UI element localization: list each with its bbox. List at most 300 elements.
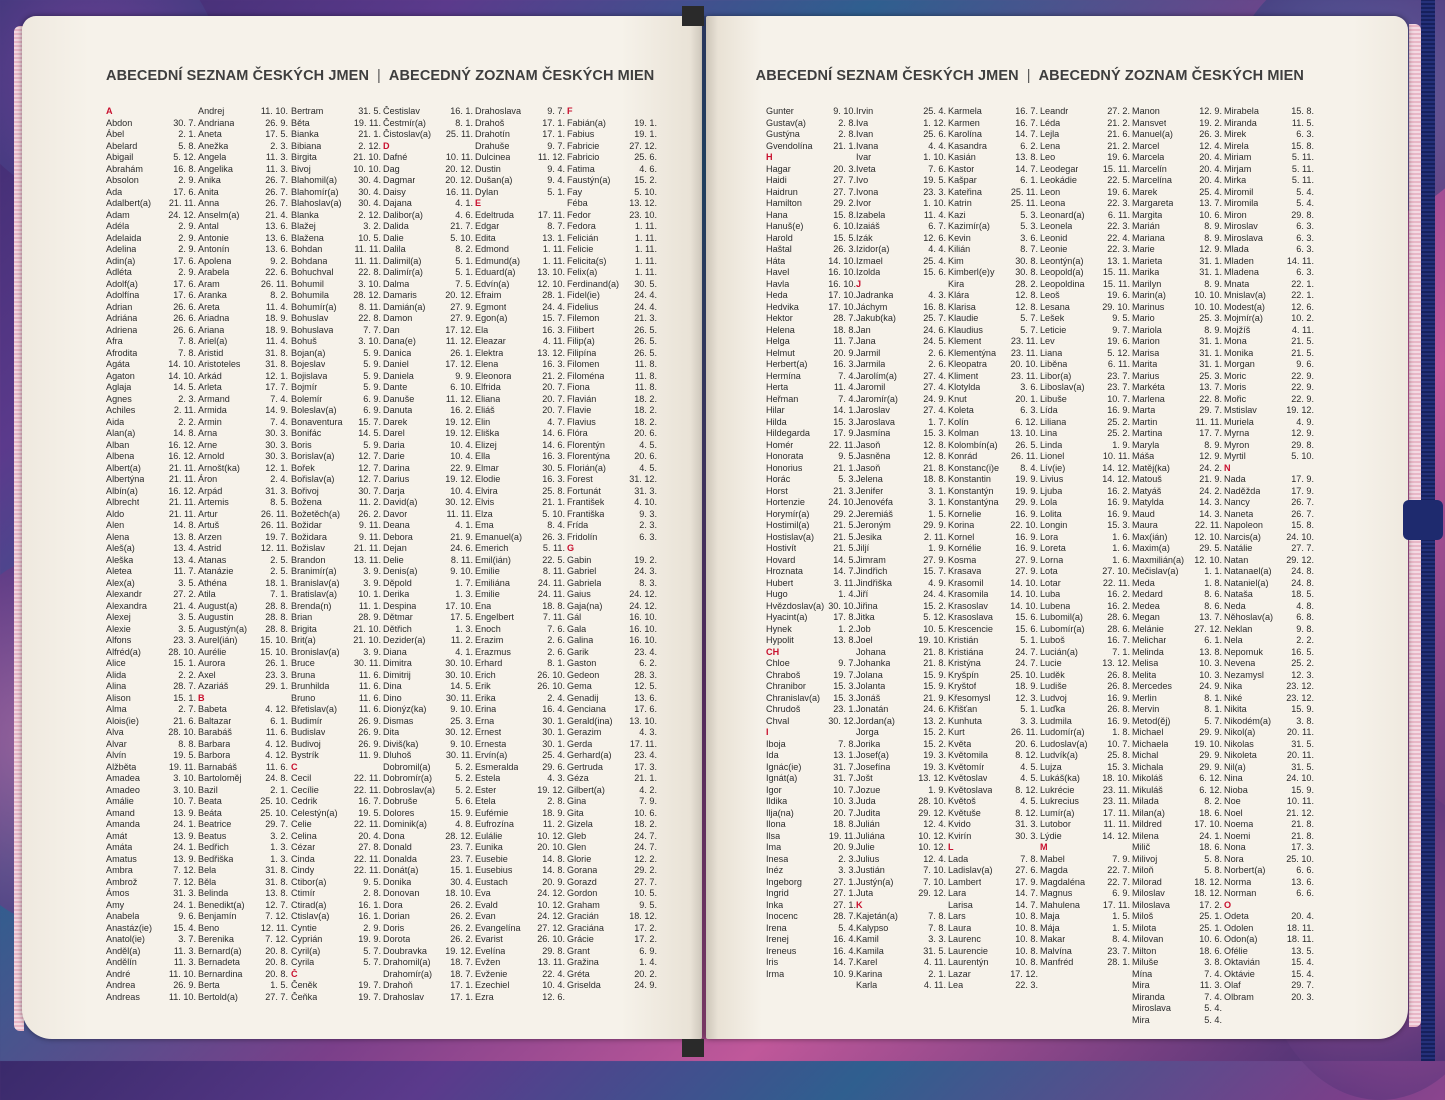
name: Amát — [106, 830, 128, 841]
name: Fiona — [567, 382, 590, 392]
name-day-date: 9. 10. — [450, 738, 473, 749]
name: Bianka — [291, 129, 319, 139]
name: Klaudie — [948, 313, 979, 323]
name-entry — [291, 957, 381, 969]
name: Derika — [383, 589, 410, 599]
name: Milan(a) — [1132, 807, 1165, 818]
name-day-date: 20. 9. — [833, 842, 856, 852]
name-entry — [766, 509, 856, 521]
name: Augustin — [198, 612, 234, 622]
name-entry — [198, 509, 288, 521]
name-entry — [856, 474, 946, 486]
name: Leopold(a) — [1040, 267, 1084, 277]
name: Áron — [198, 474, 218, 484]
name-entry — [856, 325, 946, 337]
name-day-date: 1. 5. — [928, 508, 946, 519]
name: Hroznata — [766, 566, 803, 576]
name: Nil(a) — [1224, 761, 1246, 772]
name-entry — [383, 670, 473, 682]
name-day-date: 24. 12. — [629, 589, 657, 599]
name-day-date: 14. 6. — [542, 428, 565, 438]
name: Leonid — [1040, 232, 1068, 243]
name-day-date: 27. 6. — [1015, 865, 1038, 875]
name-day-date: 3. 6. — [1020, 232, 1038, 243]
name-entry — [475, 187, 565, 199]
name: Hamilton — [766, 198, 802, 208]
name-entry — [475, 911, 565, 923]
name: Krasava — [948, 566, 982, 576]
name-day-date: 17. 12. — [445, 359, 473, 369]
name-entry — [291, 325, 381, 337]
name-entry — [475, 854, 565, 866]
name: Ferdinand(a) — [567, 278, 620, 289]
name-day-date: 27. 12. — [537, 922, 565, 933]
name: Ignát(a) — [766, 773, 798, 783]
name: Darie — [383, 451, 405, 461]
name-entry — [766, 175, 856, 187]
name-entry — [1132, 325, 1222, 337]
name-entry — [1132, 601, 1222, 613]
name-entry — [1040, 210, 1130, 222]
name: Květomila — [948, 750, 988, 760]
name: Magdaléna — [1040, 876, 1085, 887]
name-entry — [383, 589, 473, 601]
name: Dana(e) — [383, 336, 416, 346]
name-entry — [948, 244, 1038, 256]
name-day-date: 8. 9. — [1204, 221, 1222, 231]
name-day-date: 19. 10. — [918, 635, 946, 645]
name-day-date: 9. 7. — [547, 106, 565, 116]
name: Izaiáš — [856, 221, 880, 231]
name-day-date: 13. 6. — [265, 244, 288, 254]
name-entry — [475, 877, 565, 889]
name: Delie — [383, 554, 404, 565]
name: Aristid — [198, 347, 224, 358]
name-entry — [475, 624, 565, 636]
name-entry — [1132, 566, 1222, 578]
name: Miromila — [1224, 198, 1259, 208]
name: Lambert — [948, 876, 982, 887]
name-day-date: 23. 11. — [1102, 796, 1130, 806]
name-day-date: 6. 6. — [1296, 865, 1314, 875]
name: Alida — [106, 669, 127, 680]
name: Mojmír(a) — [1224, 313, 1263, 323]
name: Larisa — [948, 899, 973, 910]
name-entry — [567, 911, 657, 923]
name: Eufrozína — [475, 819, 514, 829]
name-day-date: 17. 6. — [173, 278, 196, 289]
name: Jordan(a) — [856, 715, 895, 726]
name: Celestýn(a) — [291, 807, 338, 818]
name: Abelard — [106, 140, 138, 151]
name-day-date: 29. 12. — [1286, 554, 1314, 565]
name-day-date: 26. 9. — [358, 738, 381, 749]
name: Juda — [856, 796, 876, 806]
name: Krescencie — [948, 623, 993, 634]
name: Gerda — [567, 738, 593, 749]
name-entry — [567, 405, 657, 417]
name-entry — [383, 934, 473, 946]
name-day-date: 27. 9. — [450, 313, 473, 323]
name: Izmael — [856, 255, 883, 266]
name-column — [383, 106, 473, 1003]
name: Emerich — [475, 543, 509, 553]
name-day-date: 24. 6. — [923, 324, 946, 335]
name: Aleš(a) — [106, 543, 135, 553]
name-column — [106, 106, 196, 1003]
name-day-date: 16. 10. — [629, 612, 657, 622]
name-entry — [1040, 693, 1130, 705]
name: Lazar — [948, 968, 971, 979]
name-entry — [856, 911, 946, 923]
name-entry — [383, 325, 473, 337]
name-entry — [1040, 808, 1130, 820]
name-day-date: 1. 8. — [1112, 727, 1130, 737]
name: Egon(a) — [475, 313, 508, 323]
name: Miriam — [1224, 152, 1252, 162]
name: Liana — [1040, 347, 1063, 358]
name: Abrahám — [106, 163, 143, 174]
name: Gál — [567, 612, 582, 622]
name-entry — [291, 256, 381, 268]
name: Norma — [1224, 876, 1252, 887]
name-day-date: 19. 11. — [353, 117, 381, 128]
name-entry — [567, 233, 657, 245]
name-day-date: 27. 4. — [923, 382, 946, 392]
name: Ima — [766, 842, 782, 852]
name: Inka — [766, 899, 784, 910]
name-entry — [198, 325, 288, 337]
name: Krasoslav — [948, 600, 988, 611]
name: Ema — [475, 520, 494, 530]
name: Belinda — [198, 888, 229, 898]
name: Olbram — [1224, 991, 1254, 1002]
name: Eustach — [475, 876, 508, 887]
name-day-date: 30. 10. — [828, 600, 856, 611]
letter: B — [198, 692, 205, 703]
name-day-date: 18. 9. — [542, 807, 565, 818]
name-entry — [948, 693, 1038, 705]
name-day-date: 20. 7. — [542, 405, 565, 415]
name-day-date: 28. 3. — [634, 669, 657, 680]
name: Leoš — [1040, 290, 1060, 300]
name: Marilyn — [1132, 278, 1162, 289]
name-day-date: 7. 7. — [363, 324, 381, 335]
name-entry — [106, 210, 196, 222]
name-entry — [383, 509, 473, 521]
name-day-date — [944, 900, 946, 912]
name-entry — [383, 451, 473, 463]
name-entry — [106, 198, 196, 210]
name: Ambrož — [106, 876, 138, 887]
name: Dalimír(a) — [383, 267, 423, 277]
bookmark-ribbon-bottom[interactable] — [682, 1039, 704, 1057]
name: Alexie — [106, 623, 131, 634]
name-entry — [948, 348, 1038, 360]
name: Oktávie — [1224, 968, 1255, 979]
name-day-date: 22. 9. — [1291, 382, 1314, 392]
name: Jarmila — [856, 359, 886, 369]
name-entry — [766, 658, 856, 670]
name-entry — [1224, 187, 1314, 199]
name-entry — [567, 681, 657, 693]
name-entry — [856, 704, 946, 716]
name-day-date: 18. 2. — [634, 819, 657, 829]
name-day-date: 5. 11. — [1291, 152, 1314, 162]
name: Jan — [856, 324, 871, 335]
name: Bertram — [291, 106, 324, 116]
name-day-date: 9. 9. — [455, 370, 473, 381]
name-entry — [198, 808, 288, 820]
name: Artur — [198, 508, 218, 519]
name-entry — [106, 727, 196, 739]
name-entry — [383, 497, 473, 509]
name: Forest — [567, 474, 593, 484]
name: Cyprián — [291, 934, 323, 944]
name-day-date: 24. 5. — [923, 336, 946, 346]
name-entry — [106, 647, 196, 659]
name: Horymír(a) — [766, 508, 810, 519]
name: Loreta — [1040, 543, 1066, 553]
name-entry — [106, 877, 196, 889]
name-day-date: 30. 8. — [1015, 255, 1038, 266]
name-day-date: 17. 11. — [537, 209, 565, 220]
name-day-date: 25. 10. — [1286, 853, 1314, 864]
name: Inéz — [766, 865, 784, 875]
name: Květoš — [948, 796, 976, 806]
name-day-date — [194, 106, 196, 118]
name-entry — [106, 256, 196, 268]
name-entry — [1224, 635, 1314, 647]
name-entry — [1040, 831, 1130, 843]
name-day-date: 13. 6. — [1291, 876, 1314, 887]
name-entry — [856, 256, 946, 268]
name-day-date: 26. 11. — [260, 278, 288, 289]
name-entry — [1040, 923, 1130, 935]
name-day-date: 26. 8. — [1107, 704, 1130, 714]
name-entry — [106, 348, 196, 360]
name-entry — [1040, 428, 1130, 440]
name-entry — [475, 796, 565, 808]
name-day-date: 22. 8. — [1199, 393, 1222, 404]
name-day-date: 2. 12. — [358, 140, 381, 151]
name: Budimír — [291, 715, 323, 726]
name-entry — [567, 635, 657, 647]
name-entry — [856, 693, 946, 705]
name-day-date: 15. 2. — [634, 175, 657, 185]
name: Nela — [1224, 635, 1243, 645]
name: Gertruda — [567, 761, 603, 772]
bookmark-ribbon-top[interactable] — [682, 6, 704, 26]
name-entry — [475, 566, 565, 578]
name: Dalimil(a) — [383, 255, 422, 266]
name-entry — [291, 394, 381, 406]
name-day-date: 19. 12. — [1286, 405, 1314, 415]
name-day-date: 4. 6. — [639, 163, 657, 174]
name-entry — [291, 888, 381, 900]
name: Kunhuta — [948, 715, 982, 726]
name-entry — [1224, 808, 1314, 820]
name-entry — [766, 302, 856, 314]
name-day-date: 11. 11. — [354, 255, 381, 266]
name-day-date: 11. 3. — [173, 957, 196, 967]
name: Barnabáš — [198, 761, 237, 772]
name: Armin — [198, 416, 222, 427]
name-entry — [1224, 532, 1314, 544]
name-day-date: 17. 1. — [542, 129, 565, 139]
name-entry — [567, 290, 657, 302]
name-entry — [1040, 900, 1130, 912]
name: Beata — [198, 796, 222, 806]
name-day-date: 13. 12. — [537, 347, 565, 358]
name: Květa — [948, 738, 972, 749]
letter-heading — [766, 727, 856, 739]
name-entry — [856, 957, 946, 969]
name: Mirabela — [1224, 106, 1259, 116]
name-day-date: 23. 11. — [1010, 370, 1038, 381]
name-day-date: 12. 5. — [634, 681, 657, 691]
name-day-date: 1. 4. — [639, 957, 657, 967]
name-entry — [291, 635, 381, 647]
name-entry — [1040, 497, 1130, 509]
name: Kornelie — [948, 508, 982, 519]
name: Koleta — [948, 405, 974, 415]
name-entry — [106, 474, 196, 486]
name: Kvido — [948, 819, 971, 829]
name-day-date: 5. 8. — [1204, 853, 1222, 864]
name-day-date: 15. 3. — [833, 416, 856, 427]
name-entry — [1224, 394, 1314, 406]
name-entry — [1040, 739, 1130, 751]
name: Longin — [1040, 520, 1068, 530]
name-day-date: 16. 2. — [1107, 600, 1130, 611]
name-day-date: 16. 9. — [1107, 508, 1130, 519]
name: Hugo — [766, 589, 788, 599]
name: Dita — [383, 727, 400, 737]
name-entry — [856, 555, 946, 567]
name: Frída — [567, 520, 589, 530]
name: Leodegar — [1040, 163, 1079, 174]
name-entry — [766, 256, 856, 268]
name-entry — [766, 497, 856, 509]
name-day-date: 24. 12. — [537, 911, 565, 921]
name-entry — [856, 532, 946, 544]
name-entry — [106, 865, 196, 877]
name: Johana — [856, 646, 886, 657]
name: Melinda — [1132, 646, 1164, 657]
name: Gunter — [766, 106, 794, 116]
heading-slovak: ABECEDNÝ ZOZNAM ČESKÝCH MIEN — [388, 68, 655, 84]
name-entry — [106, 417, 196, 429]
name-entry — [291, 290, 381, 302]
name-day-date: 17. 6. — [173, 290, 196, 300]
name-entry — [383, 474, 473, 486]
name-day-date: 5. 12. — [173, 152, 196, 162]
name: Ivor — [856, 198, 872, 208]
name: Fatima — [567, 163, 595, 174]
name-entry — [1040, 348, 1130, 360]
name-day-date: 25. 7. — [923, 313, 946, 323]
name-entry — [1040, 118, 1130, 130]
name-day-date: 21. 9. — [923, 692, 946, 703]
name-entry — [198, 555, 288, 567]
name-day-date: 11. 8. — [634, 370, 657, 381]
name-day-date: 21. 2. — [1107, 140, 1130, 151]
name-day-date: 24. 4. — [923, 589, 946, 599]
name-entry — [948, 819, 1038, 831]
name: Engelbert — [475, 612, 514, 622]
name-entry — [1224, 658, 1314, 670]
name: Mariola — [1132, 324, 1162, 335]
name-entry — [475, 635, 565, 647]
name-entry — [766, 382, 856, 394]
name: Ezechiel — [475, 980, 510, 990]
name: Abigail — [106, 152, 134, 162]
name-entry — [856, 842, 946, 854]
name: Dora — [383, 899, 403, 910]
name-day-date: 12. 4. — [1199, 140, 1222, 151]
name-day-date: 19. 6. — [1107, 186, 1130, 197]
name-entry — [1224, 578, 1314, 590]
letter-heading — [475, 198, 565, 210]
name-day-date: 22. 7. — [1107, 876, 1130, 887]
name: Elektra — [475, 347, 504, 358]
name: Amand — [106, 807, 135, 818]
name-day-date: 12. 2. — [634, 853, 657, 864]
name-entry — [291, 187, 381, 199]
name: Emilie — [475, 566, 500, 576]
name: Amadea — [106, 773, 140, 783]
name-entry — [383, 969, 473, 981]
name-day-date: 1. 10. — [923, 152, 946, 162]
name-day-date: 22. 5. — [542, 554, 565, 565]
name: Naděžda — [1224, 485, 1261, 496]
name: Alva — [106, 727, 124, 737]
letter-heading — [567, 543, 657, 555]
name: Augustýn(a) — [198, 623, 248, 634]
name-day-date: 14. 12. — [1102, 462, 1130, 473]
name-day-date: 15. 8. — [1291, 140, 1314, 151]
name-entry — [1132, 785, 1222, 797]
name: Božidara — [291, 531, 327, 542]
name: Aurora — [198, 658, 226, 668]
name: Čestislav — [383, 106, 420, 116]
name-entry — [1132, 486, 1222, 498]
name-day-date: 7. 4. — [838, 393, 856, 404]
name-day-date: 31. 1. — [1199, 347, 1222, 358]
name-day-date: 5. 9. — [363, 359, 381, 369]
name: Krasomil — [948, 577, 984, 588]
name-day-date: 27. 10. — [1102, 566, 1130, 576]
name-day-date: 13. 12. — [629, 198, 657, 208]
name-entry — [1132, 440, 1222, 452]
name-entry — [291, 417, 381, 429]
name-day-date: 17. 12. — [1010, 968, 1038, 979]
name: Mirek — [1224, 129, 1247, 139]
name: Debora — [383, 531, 413, 542]
name: Nada — [1224, 474, 1246, 484]
name-entry — [1040, 336, 1130, 348]
name-day-date: 31. 3. — [1015, 819, 1038, 829]
elastic-band-loop[interactable] — [1403, 500, 1443, 540]
name-day-date: 10. 3. — [1199, 658, 1222, 668]
name-entry — [1224, 152, 1314, 164]
name-day-date: 9. 4. — [547, 163, 565, 174]
name: Františka — [567, 508, 605, 519]
name: Ivan — [856, 129, 874, 139]
name-entry — [856, 417, 946, 429]
name-entry — [856, 267, 946, 279]
